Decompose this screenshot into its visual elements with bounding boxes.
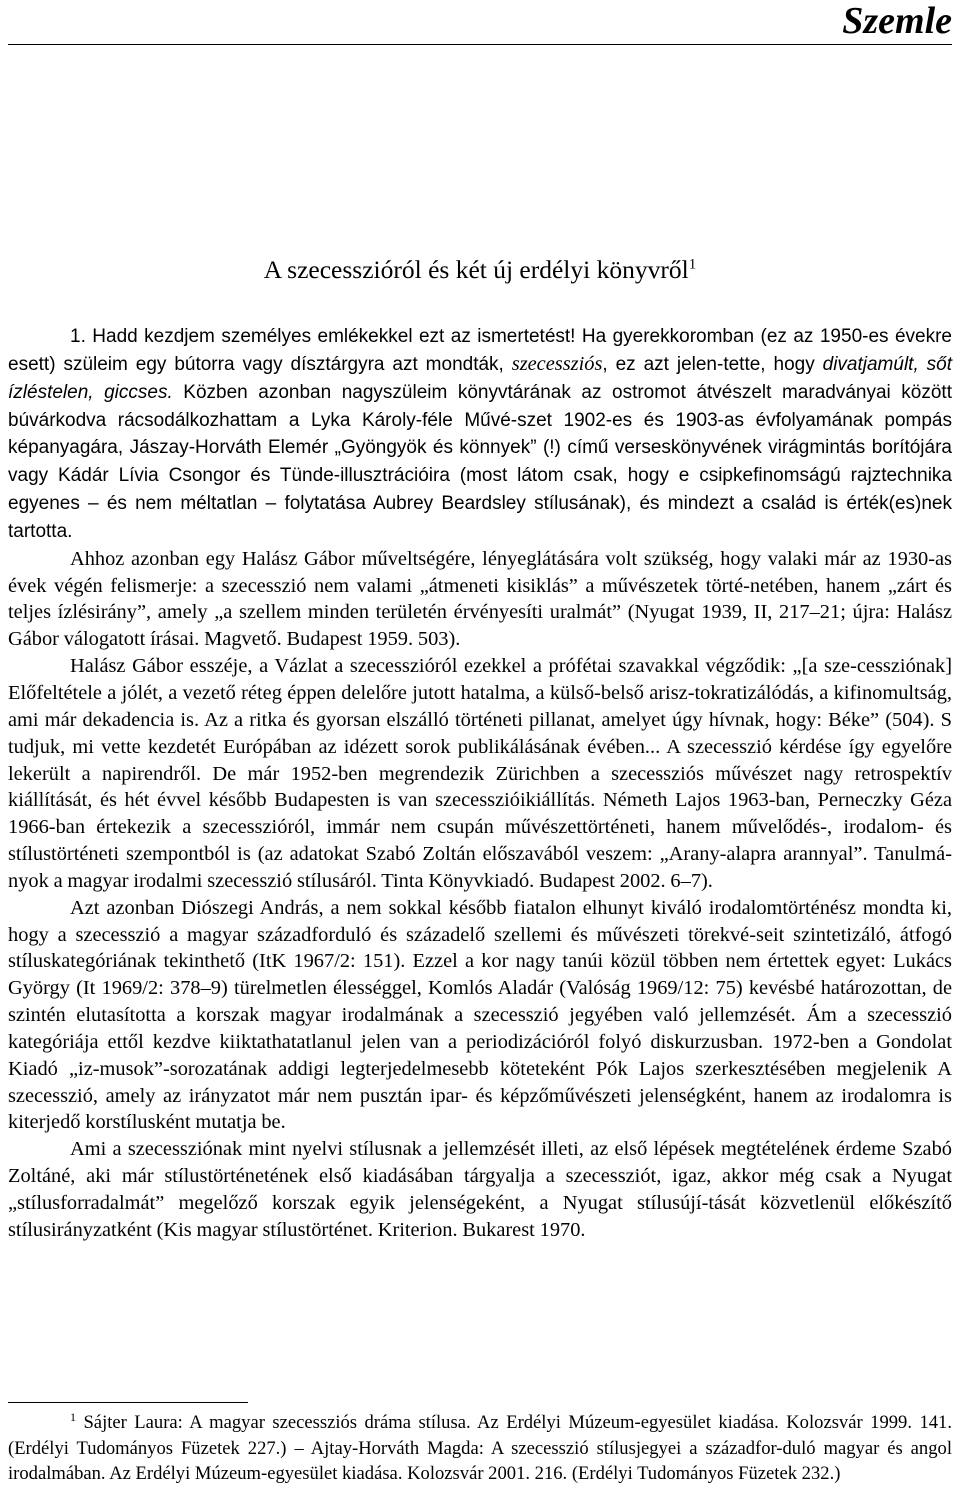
article-title xyxy=(0,255,960,286)
paragraph-1 xyxy=(8,323,952,546)
paragraph-4: Azt azonban Diószegi András, a nem sokkal később fiatalon elhunyt kiváló irodalomtörténész mondta ki, hogy a szecesszió a magyar századforduló és századelő szellemi és művészeti törekvé-seit szintetizáló, átfogó stíluskategóriának tekinthető (ItK 1967/2: 151). Ezzel a kor nagy tanúi közül többen nem értettek egyet: Lukács György (It 1969/2: 378–9) türelmetlen élességgel, Komlós Aladár (Valóság 1969/12: 75) kevésbé határozottan, de szintén elutasította a korszak magyar irodalmának a szecesszió jegyében való jellemzését. Ám a szecesszió kategóriája ettől kezdve kiiktathatatlanul jelen van a periodizációról folyó diskurzusban. 1972-ben a Gondolat Kiadó „iz-musok”-sorozatának addigi legterjedelmesebb köteteként Pók Lajos szerkesztésében megjelenik A szecesszió, amely az irányzatot már nem pusztán ipar- és képzőművészeti jelenségként, hanem az irodalomra is kiterjedő korstílusként mutatja be. xyxy=(8,896,952,1134)
article-title-text: A szecesszióról és két új erdélyi könyvről xyxy=(263,255,689,284)
paragraph-1-italic-phrase: divatjamúlt, sőt ízléstelen, giccses. xyxy=(8,353,952,403)
title-footnote-mark[interactable]: 1 xyxy=(688,256,697,273)
footnote-mark: 1 xyxy=(70,1409,76,1424)
footnote-text: Sájter Laura: A magyar szecessziós dráma stílusa. Az Erdélyi Múzeum-egyesület kiadása. Kolozsvár 1999. 141. (Erdélyi Tudományos Füzetek 227.) – Ajtay-Horváth Magda: A szecesszió stílusjegyei a századfor-duló magyar és angol irodalmában. Az Erdélyi Múzeum-egyesület kiadása. Kolozsvár 2001. 216. (Erdélyi Tudományos Füzetek 232.) xyxy=(8,1412,952,1484)
header-rule xyxy=(8,44,952,45)
paragraph-1-intro: 1. Hadd kezdjem személyes emlékekkel ezt az ismertetést! Ha gyerekkoromban (ez az 1950-es évekre esett) szüleim egy bútorra vagy dísztárgyra azt mondták, xyxy=(8,326,952,375)
running-header-title: Szemle xyxy=(842,0,952,42)
footnote-rule xyxy=(8,1402,248,1403)
article-body xyxy=(8,323,952,1244)
paragraph-5: Ami a szecessziónak mint nyelvi stílusnak a jellemzését illeti, az első lépések megtételének érdeme Szabó Zoltáné, aki már stílustörténetének első kiadásában tárgyalja a szecessziót, igaz, akkor még csak a Nyugat „stílusforradalmát” megelőző korszak egyik jelenségeként, a Nyugat stílusújí-tását közvetlenül előkészítő stílusirányzatként (Kis magyar stílustörténet. Kriterion. Bukarest 1970. xyxy=(8,1138,952,1241)
paragraph-2: Ahhoz azonban egy Halász Gábor műveltségére, lényeglátására volt szükség, hogy valaki már az 1930-as évek végén felismerje: a szecesszió nem valami „átmeneti kisiklás” a művészetek törté-netében, hanem „zárt és teljes ízlésirány”, amely „a szellem minden területén érvényesíti uralmát” (Nyugat 1939, II, 217–21; újra: Halász Gábor válogatott írásai. Magvető. Budapest 1959. 503). xyxy=(8,547,952,651)
paragraph-1-rest: Közben azonban nagyszüleim könyvtárának az ostromot átvészelt maradványai között búvárkodva rácsodálkozhattam a Lyka Károly-féle Művé-szet 1902-es és 1903-as évfolyamának pompás képanyagára, Jászay-Horváth Elemér „Gyöngyök és könnyek” (!) című verseskönyvének virágmintás borítójára vagy Kádár Lívia Csongor és Tünde-illusztrációira (most látom csak, hogy e csipkefinomságú rajztechnika egyenes – és nem méltatlan – folytatása Aubrey Beardsley stílusának), és mindezt a család is érték(es)nek tartotta. xyxy=(8,381,952,542)
paragraph-1-mid: , ez azt jelen-tette, hogy xyxy=(602,353,823,375)
paragraph-1-italic-term: szecessziós xyxy=(511,352,603,375)
paragraph-3: Halász Gábor esszéje, a Vázlat a szecesszióról ezekkel a prófétai szavakkal végződik: „[a sze-cessziónak] Előfeltétele a jólét, a vezető réteg éppen delelőre jutott hatalma, a külső-belső arisz-tokratizálódás, a kifinomultság, ami már dekadencia is. Az a ritka és gyorsan elszálló történeti pillanat, amelyet úgy hívnak, hogy: Béke” (504). S tudjuk, mi vette kezdetét Európában az idézett sorok publikálásának évében... A szecesszió kérdése így egyelőre lekerült a napirendről. De már 1952-ben megrendezik Zürichben a szecessziós művészet nagy retrospektív kiállítását, és hét évvel később Budapesten is van szecesszióikiállítás. Németh Lajos 1963-ban, Perneczky Géza 1966-ban értekezik a szecesszióról, immár nem csupán művészettörténeti, hanem művelődés-, irodalom- és stílustörténeti szempontból is (az adatokat Szabó Zoltán előszavából veszem: „Arany-alapra arannyal”. Tanulmá-nyok a magyar irodalmi szecesszió stílusáról. Tinta Könyvkiadó. Budapest 2002. 6–7). xyxy=(8,655,952,892)
footnote xyxy=(8,1410,952,1487)
footnote-1 xyxy=(8,1410,952,1487)
